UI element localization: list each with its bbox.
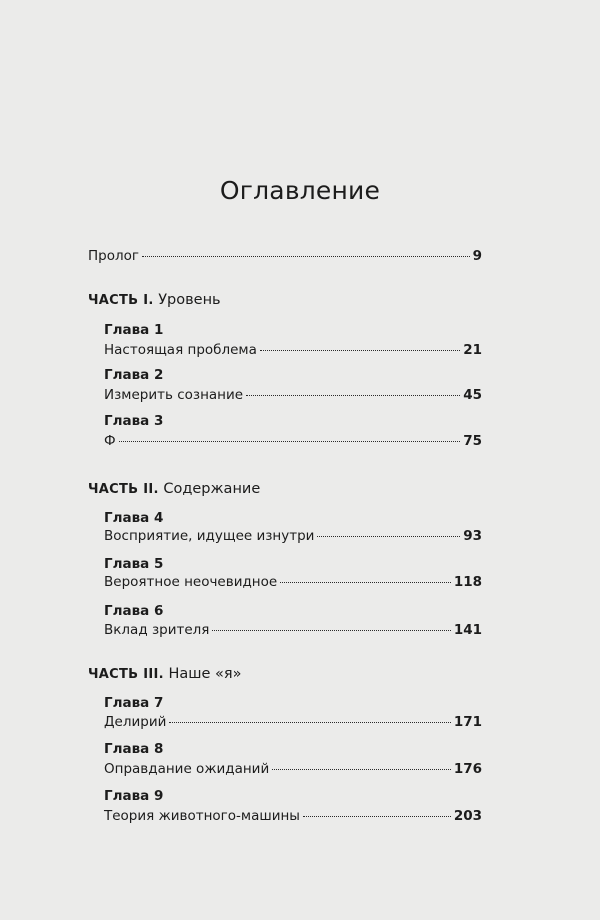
part-heading-1 bbox=[88, 292, 221, 308]
dot-leader bbox=[280, 582, 451, 583]
toc-entry-chapter-8[interactable] bbox=[104, 761, 482, 777]
part-heading-2 bbox=[88, 481, 260, 497]
part-title: Содержание bbox=[163, 481, 261, 497]
chapter-label: Глава 5 bbox=[104, 556, 164, 572]
entry-title: Делирий bbox=[104, 714, 167, 730]
entry-page-number: 45 bbox=[463, 387, 482, 403]
entry-title: Измерить сознание bbox=[104, 387, 244, 403]
entry-page-number: 141 bbox=[453, 622, 482, 638]
entry-title: Вклад зрителя bbox=[104, 622, 210, 638]
entry-title: Настоящая проблема bbox=[104, 342, 257, 358]
dot-leader bbox=[303, 816, 451, 817]
entry-title: Ф bbox=[104, 433, 116, 449]
part-number: ЧАСТЬ II. bbox=[88, 482, 159, 497]
entry-page-number: 203 bbox=[453, 808, 482, 824]
entry-page-number: 176 bbox=[453, 761, 482, 777]
entry-title: Восприятие, идущее изнутри bbox=[104, 528, 315, 544]
chapter-label: Глава 6 bbox=[104, 603, 164, 619]
entry-title: Пролог bbox=[88, 248, 139, 264]
toc-entry-chapter-9[interactable] bbox=[104, 808, 482, 824]
toc-entry-chapter-3[interactable] bbox=[104, 433, 482, 449]
chapter-label: Глава 2 bbox=[104, 367, 164, 383]
part-heading-3 bbox=[88, 666, 242, 682]
toc-entry-chapter-6[interactable] bbox=[104, 622, 482, 638]
entry-page-number: 9 bbox=[472, 248, 482, 264]
toc-entry-chapter-7[interactable] bbox=[104, 714, 482, 730]
entry-page-number: 118 bbox=[453, 574, 482, 590]
dot-leader bbox=[272, 769, 451, 770]
toc-entry-chapter-1[interactable] bbox=[104, 342, 482, 358]
dot-leader bbox=[142, 256, 470, 257]
chapter-label: Глава 7 bbox=[104, 695, 164, 711]
dot-leader bbox=[260, 350, 460, 351]
toc-entry-chapter-4[interactable] bbox=[104, 528, 482, 544]
chapter-label: Глава 1 bbox=[104, 322, 164, 338]
toc-entry-prologue[interactable] bbox=[88, 248, 482, 264]
entry-title: Теория животного-машины bbox=[104, 808, 300, 824]
entry-page-number: 93 bbox=[463, 528, 482, 544]
entry-title: Вероятное неочевидное bbox=[104, 574, 278, 590]
dot-leader bbox=[246, 395, 460, 396]
dot-leader bbox=[169, 722, 450, 723]
toc-entry-chapter-5[interactable] bbox=[104, 574, 482, 590]
part-title: Уровень bbox=[158, 292, 221, 308]
entry-page-number: 75 bbox=[463, 433, 482, 449]
toc-entry-chapter-2[interactable] bbox=[104, 387, 482, 403]
part-number: ЧАСТЬ III. bbox=[88, 667, 164, 682]
part-number: ЧАСТЬ I. bbox=[88, 293, 154, 308]
chapter-label: Глава 8 bbox=[104, 741, 164, 757]
dot-leader bbox=[212, 630, 450, 631]
chapter-label: Глава 9 bbox=[104, 788, 164, 804]
chapter-label: Глава 3 bbox=[104, 413, 164, 429]
chapter-label: Глава 4 bbox=[104, 510, 164, 526]
dot-leader bbox=[119, 441, 461, 442]
entry-page-number: 171 bbox=[453, 714, 482, 730]
entry-title: Оправдание ожиданий bbox=[104, 761, 270, 777]
part-title: Наше «я» bbox=[168, 666, 242, 682]
dot-leader bbox=[317, 536, 460, 537]
entry-page-number: 21 bbox=[463, 342, 482, 358]
page-title: Оглавление bbox=[219, 176, 381, 205]
